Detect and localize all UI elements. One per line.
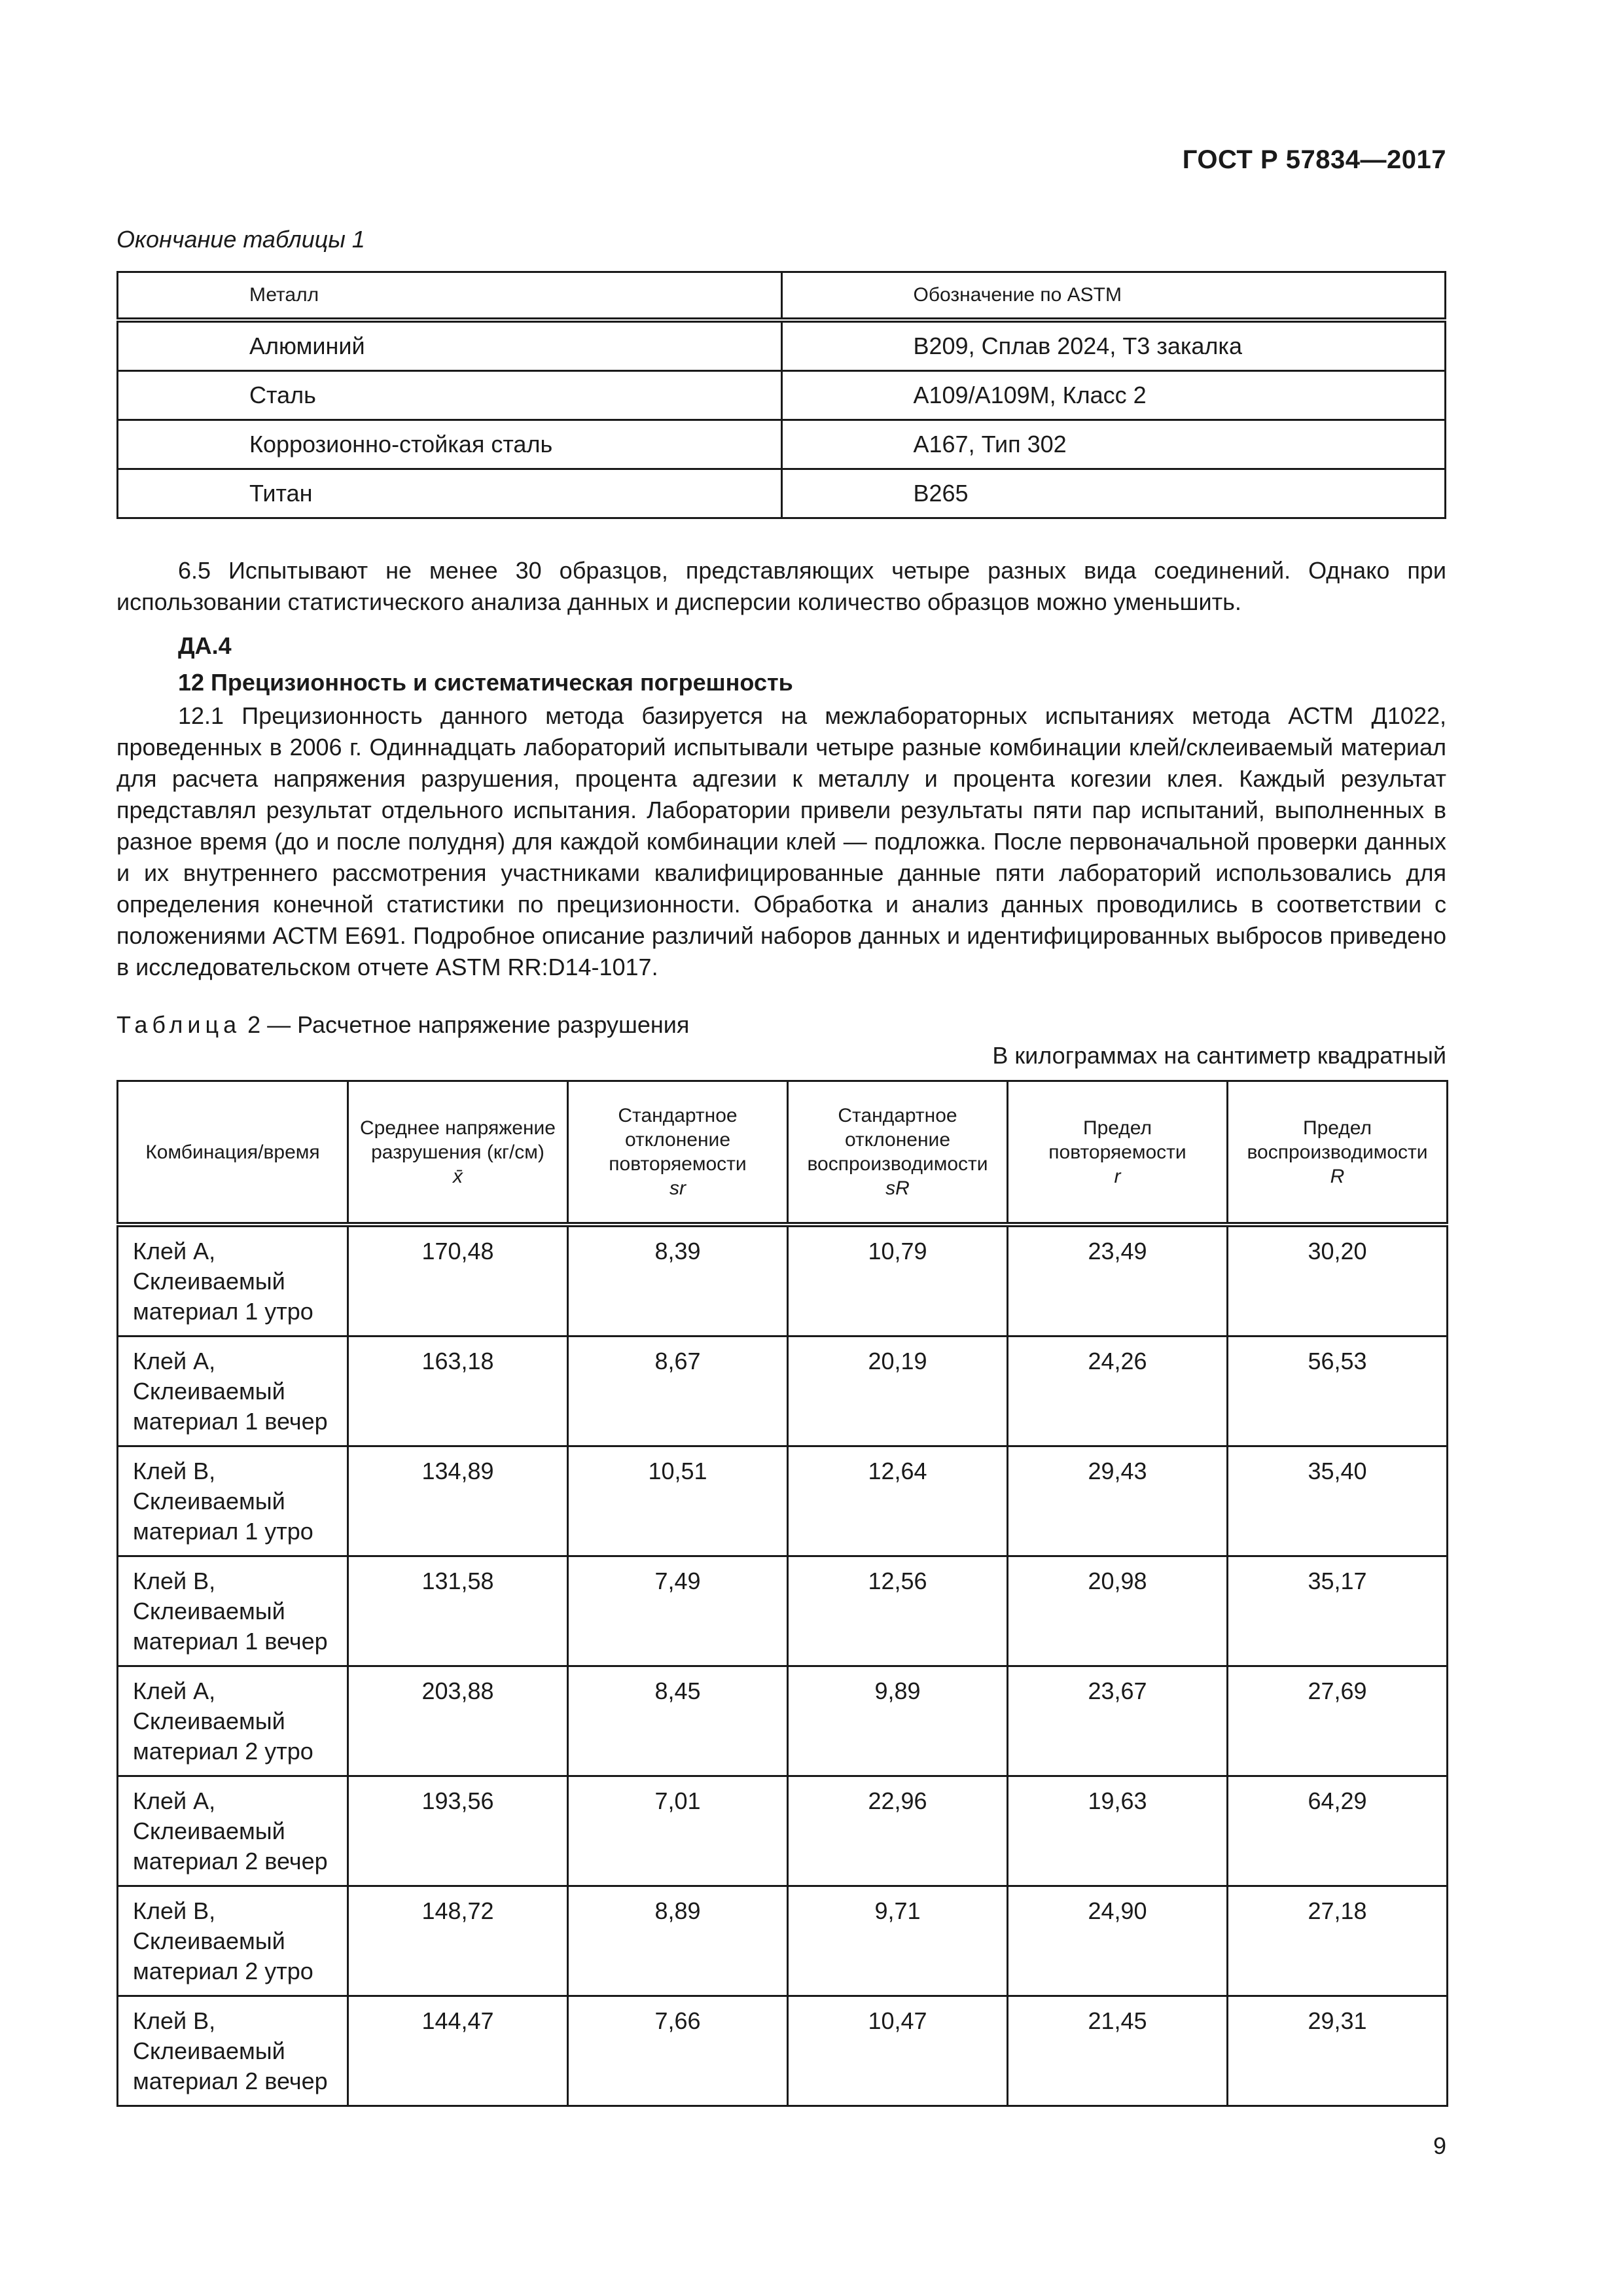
cell-sr: 10,51 [568,1446,788,1556]
cell-sr: 8,67 [568,1336,788,1446]
cell-sr: 7,01 [568,1776,788,1886]
cell-mean-stress: 144,47 [348,1996,568,2106]
cell-sr: 7,49 [568,1556,788,1666]
cell-mean-stress: 170,48 [348,1225,568,1336]
paragraph-12-1: 12.1 Прецизионность данного метода базируется на межлабораторных испытаниях метода АСТМ Д1022, проведенных в 2006 г. Одиннадцать лабораторий испытывали четыре разные комбинации клей/склеиваемый материал для расчета напряжения разрушения, процента адгезии к металлу и процента когезии клея. Каждый результат представлял результат отдельного испытания. Лаборатории привели результаты пяти пар испытаний, выполненных в разное время (до и после полудня) для каждой комбинации клей — подложка. После первоначальной проверки данных и их внутреннего рассмотрения участниками квалифицированные данные пяти лабораторий использовались для определения конечной статистики по прецизионности. Обработка и анализ данных проводились в соответствии с положениями АСТМ Е691. Подробное описание различий наборов данных и идентифицированных выбросов приведено в исследовательском отчете ASTM RR:D14-1017. [116,702,1446,980]
column-header-R: Предел воспроизводимости R [1228,1081,1448,1225]
table-header-row [118,1081,1448,1225]
table-row [118,371,1446,420]
cell-mean-stress: 148,72 [348,1886,568,1996]
cell-astm: A167, Тип 302 [781,420,1446,469]
cell-r: 24,90 [1008,1886,1228,1996]
cell-metal: Титан [118,469,782,518]
table-row [118,1666,1448,1776]
table-row [118,1776,1448,1886]
cell-combination: Клей B, Склеиваемый материал 1 утро [118,1446,348,1556]
cell-metal: Алюминий [118,320,782,371]
cell-mean-stress: 203,88 [348,1666,568,1776]
cell-combination: Клей B, Склеиваемый материал 2 вечер [118,1996,348,2106]
cell-combination: Клей A, Склеиваемый материал 2 вечер [118,1776,348,1886]
cell-combination: Клей B, Склеиваемый материал 2 утро [118,1886,348,1996]
table-row [118,1225,1448,1336]
paragraph-6-5: 6.5 Испытывают не менее 30 образцов, представляющих четыре разных вида соединений. Однако при использовании статистического анализа данных и дисперсии количество образцов можно уменьшить. [116,557,1446,615]
cell-r: 24,26 [1008,1336,1228,1446]
cell-r: 19,63 [1008,1776,1228,1886]
cell-sR: 22,96 [788,1776,1008,1886]
cell-R: 56,53 [1228,1336,1448,1446]
table-header-row [118,272,1446,321]
column-header-sr: Стандартное отклонение повторяемости sr [568,1081,788,1225]
symbol-R: R [1330,1165,1345,1187]
symbol-mean: x̄ [453,1165,463,1187]
cell-metal: Коррозионно-стойкая сталь [118,420,782,469]
cell-R: 64,29 [1228,1776,1448,1886]
cell-R: 29,31 [1228,1996,1448,2106]
cell-sR: 12,56 [788,1556,1008,1666]
cell-r: 29,43 [1008,1446,1228,1556]
column-header-metal: Металл [118,272,782,321]
symbol-r: r [1114,1165,1121,1187]
cell-combination: Клей A, Склеиваемый материал 1 утро [118,1225,348,1336]
cell-mean-stress: 163,18 [348,1336,568,1446]
column-header-sR: Стандартное отклонение воспроизводимости sR [788,1081,1008,1225]
cell-R: 35,40 [1228,1446,1448,1556]
cell-sr: 8,39 [568,1225,788,1336]
table-row [118,1556,1448,1666]
cell-sR: 9,89 [788,1666,1008,1776]
cell-sr: 7,66 [568,1996,788,2106]
cell-r: 21,45 [1008,1996,1228,2106]
cell-sR: 12,64 [788,1446,1008,1556]
cell-mean-stress: 131,58 [348,1556,568,1666]
cell-R: 27,18 [1228,1886,1448,1996]
cell-r: 23,49 [1008,1225,1228,1336]
cell-r: 23,67 [1008,1666,1228,1776]
cell-astm: B265 [781,469,1446,518]
page-number: 9 [1433,2132,1446,2159]
column-header-combination: Комбинация/время [118,1081,348,1225]
cell-sR: 10,79 [788,1225,1008,1336]
cell-sR: 9,71 [788,1886,1008,1996]
metals-astm-table [116,271,1446,519]
table-row [118,1336,1448,1446]
cell-sR: 20,19 [788,1336,1008,1446]
cell-combination: Клей B, Склеиваемый материал 1 вечер [118,1556,348,1666]
table-row [118,1446,1448,1556]
table-2-caption-word: Таблица [116,1011,241,1038]
table-row [118,469,1446,518]
cell-sR: 10,47 [788,1996,1008,2106]
table-row [118,320,1446,371]
cell-sr: 8,89 [568,1886,788,1996]
cell-R: 27,69 [1228,1666,1448,1776]
table-2-caption-title: 2 — Расчетное напряжение разрушения [241,1011,690,1038]
column-header-r: Предел повторяемости r [1008,1081,1228,1225]
breaking-stress-table [116,1080,1448,2107]
table-row [118,1886,1448,1996]
column-header-astm: Обозначение по ASTM [781,272,1446,321]
table-2-caption [116,1011,689,1039]
table-2-units: В килограммах на сантиметр квадратный [992,1042,1446,1069]
cell-astm: B209, Сплав 2024, Т3 закалка [781,320,1446,371]
cell-r: 20,98 [1008,1556,1228,1666]
table-row [118,1996,1448,2106]
standard-code-header: ГОСТ Р 57834—2017 [1182,145,1446,174]
cell-combination: Клей A, Склеиваемый материал 2 утро [118,1666,348,1776]
cell-astm: A109/A109M, Класс 2 [781,371,1446,420]
cell-metal: Сталь [118,371,782,420]
symbol-sr: sr [669,1177,686,1199]
column-header-mean-stress: Среднее напряжение разрушения (кг/см) x̄ [348,1081,568,1225]
section-heading-da4: ДА.4 [178,632,232,659]
cell-sr: 8,45 [568,1666,788,1776]
table-1-continuation-caption: Окончание таблицы 1 [116,226,365,253]
section-heading-precision: 12 Прецизионность и систематическая погрешность [178,669,793,696]
table-row [118,420,1446,469]
cell-mean-stress: 193,56 [348,1776,568,1886]
symbol-sR: sR [885,1177,910,1199]
cell-R: 30,20 [1228,1225,1448,1336]
cell-mean-stress: 134,89 [348,1446,568,1556]
cell-R: 35,17 [1228,1556,1448,1666]
cell-combination: Клей A, Склеиваемый материал 1 вечер [118,1336,348,1446]
